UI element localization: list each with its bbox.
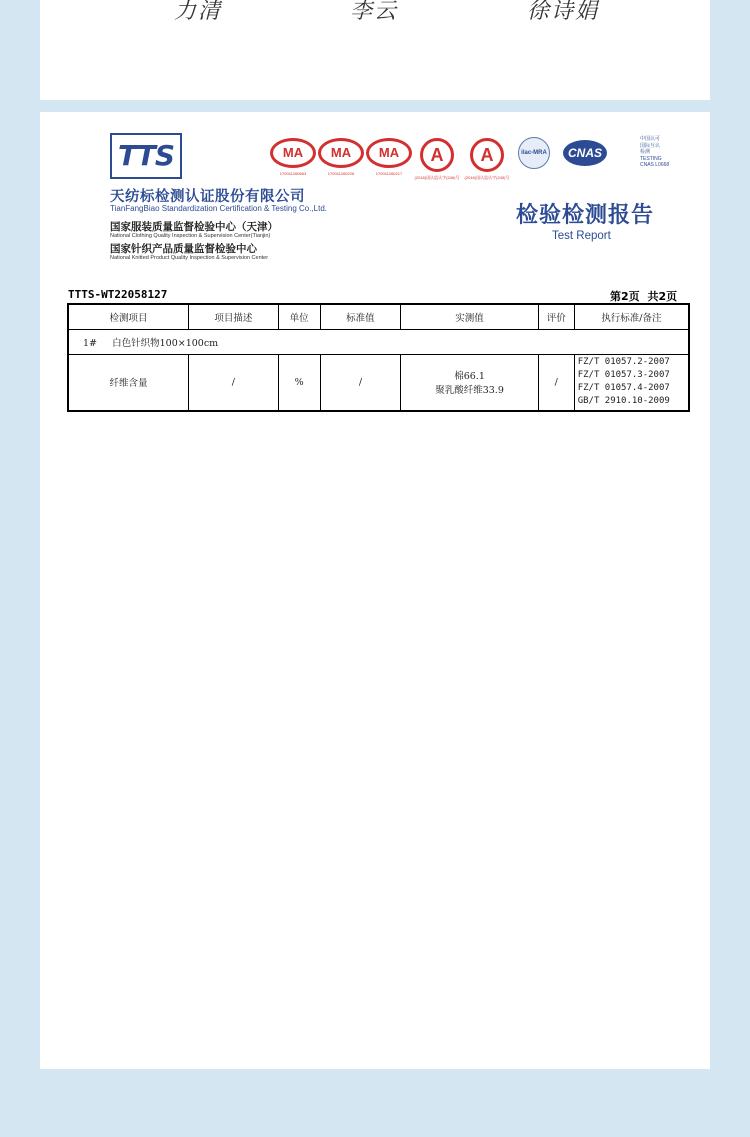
signature-1: 力清 <box>174 0 223 24</box>
cnas-caption-line: CNAS L0668 <box>640 162 670 168</box>
header-cell: 执行标准/备注 <box>574 304 689 330</box>
company-logo: TTS <box>110 133 182 179</box>
standard-line: FZ/T 01057.2-2007 <box>577 357 670 368</box>
cnas-caption <box>640 136 690 169</box>
unit: % <box>278 355 320 411</box>
cal-mark-1 <box>414 138 460 181</box>
cma-number: 170011260226 <box>327 171 355 176</box>
cma-icon: MA <box>366 138 412 168</box>
measured-value <box>401 355 539 411</box>
standard-line: GB/T 2910.10-2009 <box>577 396 670 407</box>
standard-value: / <box>320 355 401 411</box>
cal-number: (2018)国认监认字(246)号 <box>414 175 460 180</box>
evaluation: / <box>538 355 574 411</box>
company-name-en: TianFangBiao Standardization Certification & Testing Co.,Ltd. <box>110 204 328 213</box>
measured-line: 聚乳酸纤维33.9 <box>435 385 504 397</box>
header-cell: 标准值 <box>320 304 401 330</box>
cma-number: 170011260217 <box>375 171 403 176</box>
table-header-row <box>68 304 689 330</box>
cma-number: 170011260663 <box>279 171 307 176</box>
sample-row <box>68 330 689 355</box>
report-title-en: Test Report <box>552 230 611 242</box>
report-title-cn: 检验检测报告 <box>516 202 655 228</box>
cal-icon: A <box>420 138 454 172</box>
results-table <box>67 303 690 412</box>
cma-mark-2 <box>318 138 364 176</box>
report-number: TTTS-WT22058127 <box>68 288 168 301</box>
cnas-icon: CNAS <box>563 140 607 166</box>
cnas-caption-line: TESTING <box>640 155 662 162</box>
company-name-cn: 天纺标检测认证股份有限公司 <box>110 189 305 205</box>
cal-mark-2 <box>464 138 510 181</box>
item-description: / <box>189 355 279 411</box>
cnas-caption-line: 中国认可 <box>640 136 661 142</box>
sample-description: 1# 白色针织物100×100cm <box>68 330 689 355</box>
cnas-caption-line: 国际互认 <box>640 142 661 149</box>
cma-icon: MA <box>270 138 316 168</box>
cal-number: (2018)国认监认字(245)号 <box>464 175 510 180</box>
center1-name-cn: 国家服装质量监督检验中心（天津） <box>110 221 278 233</box>
execution-standards <box>574 355 689 411</box>
header-cell: 项目描述 <box>189 304 279 330</box>
header-cell: 实测值 <box>401 304 539 330</box>
page-indicator: 第2页 共2页 <box>610 290 678 303</box>
header-cell: 单位 <box>278 304 320 330</box>
standard-line: FZ/T 01057.3-2007 <box>577 370 670 381</box>
table-row <box>68 355 689 411</box>
cma-mark-3 <box>366 138 412 176</box>
standard-line: FZ/T 01057.4-2007 <box>577 383 670 394</box>
cnas-caption-line: 检测 <box>640 149 651 155</box>
cal-icon: A <box>470 138 504 172</box>
cma-icon: MA <box>318 138 364 168</box>
ilac-icon: ilac-MRA <box>518 137 550 169</box>
cnas-mark <box>563 140 607 166</box>
center1-name-en: National Clothing Quality Inspection & Supervision Center(Tianjin) <box>110 233 271 239</box>
center2-name-cn: 国家针织产品质量监督检验中心 <box>110 243 257 255</box>
previous-page-fragment <box>40 0 710 100</box>
cma-mark-1 <box>270 138 316 176</box>
signature-3: 徐诗娟 <box>527 0 600 24</box>
report-page <box>40 112 710 1069</box>
test-item: 纤维含量 <box>68 355 189 411</box>
header-cell: 检测项目 <box>68 304 189 330</box>
ilac-mark <box>518 137 550 169</box>
header-cell: 评价 <box>538 304 574 330</box>
signature-2: 李云 <box>350 0 399 24</box>
center2-name-en: National Knitted Product Quality Inspection & Supervision Center <box>110 255 269 261</box>
measured-line: 棉66.1 <box>454 371 485 383</box>
